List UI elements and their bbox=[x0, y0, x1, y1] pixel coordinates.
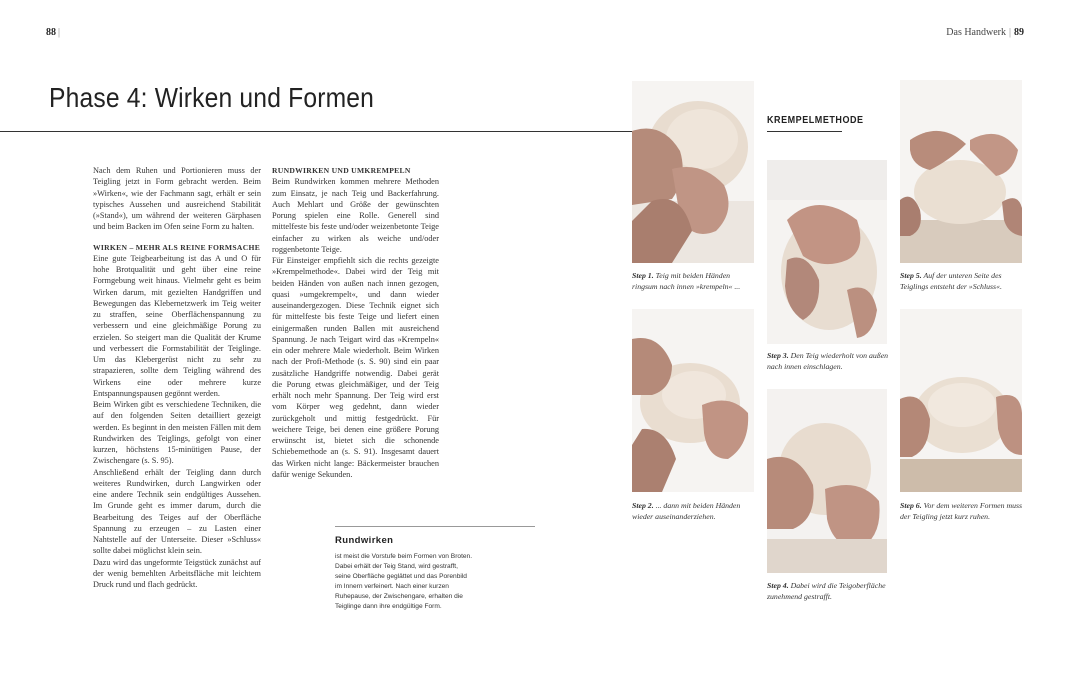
paragraph: Eine gute Teigbearbeitung ist das A und O für hohe Brotqualität und geht über eine reine Formgebung weit hinaus. Vielmehr geht es beim Wirken darum, mit gezielten Handgriffen und Bewegungen das Klebernetzwerk im Teig weiter zu straffen, seine Oberflächenspannung zu verbessern und eine gleichmäßige Porung zu erzielen. So steigert man die Qualität der Krume und verbessert die Formstabilität der Teiglinge. Um das Klebergerüst nicht zu sehr zu strapazieren, sollte dem Teigling während des Wirkens eine oder mehrere kurze Entspannungspausen gegönnt werden. bbox=[93, 253, 261, 398]
text-column-2 bbox=[272, 165, 439, 480]
infobox-title: Rundwirken bbox=[335, 535, 394, 546]
step-4-photo bbox=[767, 389, 887, 573]
step-1-caption: Step 1. Teig mit beiden Händen ringsum nach innen »krempeln« ... bbox=[632, 271, 741, 291]
subheading: RUNDWIRKEN UND UMKREMPELN bbox=[272, 166, 411, 175]
krempel-section-title: KREMPELMETHODE bbox=[767, 115, 864, 126]
step-5-caption: Step 5. Auf der unteren Seite des Teiglings entsteht der »Schluss«. bbox=[900, 271, 1002, 291]
step-6-photo bbox=[900, 309, 1022, 492]
infobox-text: ist meist die Vorstufe beim Formen von Broten. Dabei erhält der Teig Stand, wird gestrafft, seine Oberfläche geglättet und das Porenbild im Innern verfeinert. Nach einer kurzen Ruhepause, der Zwischengare, erhalten die Teiglinge dann ihre endgültige Form. bbox=[335, 553, 473, 610]
paragraph: Beim Wirken gibt es verschiedene Techniken, die auf den folgenden Seiten detailliert gezeigt werden. Es beginnt in den meisten Fällen mit dem Rundwirken des Teiglings, gefolgt von einer kurzen, höchstens 15-minütigen Pause, der Zwischengare (s. S. 95). bbox=[93, 400, 261, 466]
paragraph: Für Einsteiger empfiehlt sich die rechts gezeigte »Krempelmethode«. Dabei wird der Teig mit beiden Händen von außen nach innen gezogen, quasi »umgekrempelt«, und dann wieder auseinandergezogen. Diese Technik eignet sich für mittelfeste bis feste Teige und liefert einen einigermaßen runden Ballen mit ausreichend Spannung. Je nach Teigart wird das »Krempeln« ein oder mehrere Male wiederholt. Beim Wirken nach der Profi-Methode (s. S. 90) sind ein paar zusätzliche Handgriffe notwendig. Dabei gerät die Porung etwas gleichmäßiger, und der Teig erhält noch mehr Spannung. Der Teig wird erst vom Körper weg gedehnt, dann wieder zurückgeholt und mittig festgedrückt. Für weichere Teige, bei denen eine größere Porung erwünscht ist, bietet sich die schonende Schiebemethode an (s. S. 91). Insgesamt dauert das Wirken nicht lange: Bäckermeister brauchen dafür wenige Sekunden. bbox=[272, 256, 439, 479]
right-page-header: Das Handwerk | 89 bbox=[946, 27, 1024, 38]
step-6-caption: Step 6. Vor dem weiteren Formen muss der Teigling jetzt kurz ruhen. bbox=[900, 501, 1023, 521]
infobox-rule bbox=[335, 526, 535, 527]
left-page-number: 88 | bbox=[46, 27, 61, 38]
step-1-photo bbox=[632, 81, 754, 263]
title-rule bbox=[0, 131, 632, 132]
subheading: WIRKEN – MEHR ALS REINE FORMSACHE bbox=[93, 242, 261, 252]
paragraph: Anschließend erhält der Teigling dann durch weiteres Rundwirken, durch Langwirken oder eine andere Technik sein endgültiges Aussehen. Im Grunde geht es immer darum, durch die Bearbeitung des Teiges auf der Oberfläche Spannung zu erzeugen – zu Lasten einer Nahtstelle auf der Unterseite. Dieser »Schluss« sollte dabei möglichst klein sein. bbox=[93, 467, 261, 556]
krempel-rule bbox=[767, 131, 842, 132]
step-3-caption: Step 3. Den Teig wiederholt von außen nach innen einschlagen. bbox=[767, 351, 889, 371]
paragraph: Beim Rundwirken kommen mehrere Methoden zum Einsatz, je nach Teig und Backerfahrung. Auch Mehlart und Größe der gewünschten Porung spielen eine Rolle. Generell sind mittelfeste bis feste und/oder weizenbetonte Teige einfacher zu wirken als weiche und/oder roggenbetonte Teige. bbox=[272, 177, 439, 254]
page-title: Phase 4: Wirken und Formen bbox=[49, 82, 375, 113]
step-5-photo bbox=[900, 80, 1022, 263]
right-page-number: 89 bbox=[1014, 27, 1024, 38]
paragraph: Dazu wird das ungeformte Teigstück zunächst auf der wenig bemehlten Arbeitsfläche mit leichtem Druck rund und flach gedrückt. bbox=[93, 557, 261, 589]
step-2-caption: Step 2. ... dann mit beiden Händen wieder auseinanderziehen. bbox=[632, 501, 741, 521]
text-column-1 bbox=[93, 165, 261, 590]
section-name: Das Handwerk bbox=[946, 27, 1006, 38]
step-2-photo bbox=[632, 309, 754, 492]
step-4-caption: Step 4. Dabei wird die Teigoberfläche zunehmend gestrafft. bbox=[767, 581, 886, 601]
step-3-photo bbox=[767, 160, 887, 344]
intro-paragraph: Nach dem Ruhen und Portionieren muss der Teigling jetzt in Form gebracht werden. Beim »Wirken«, wie der Fachmann sagt, erhält er sein typisches Aussehen und ausreichend Stabilität (»Stand«), um während der weiteren Gärphasen und beim Backen im Ofen seine Form zu halten. bbox=[93, 166, 261, 232]
